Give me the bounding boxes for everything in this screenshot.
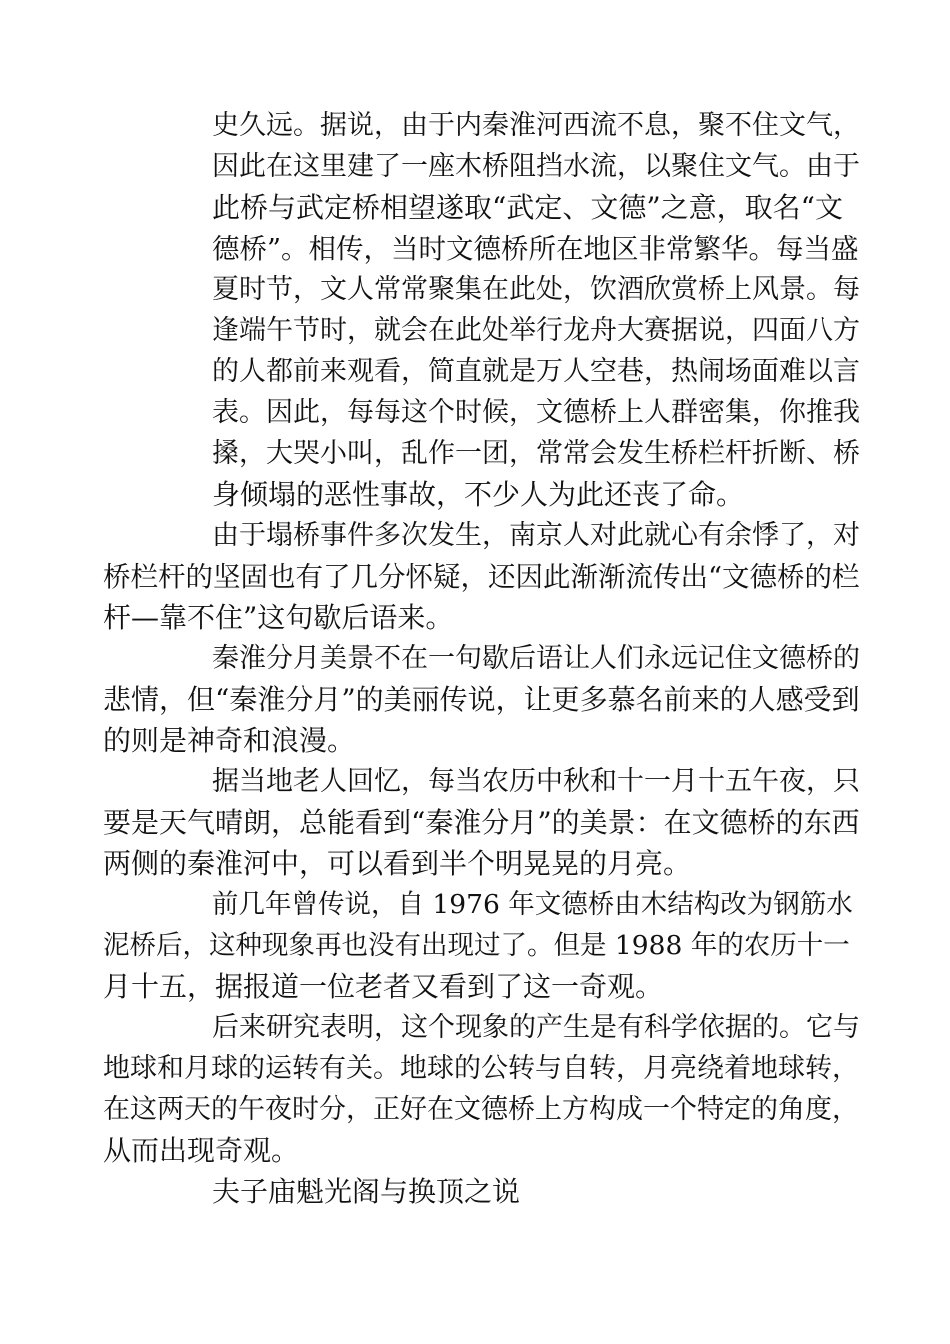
section-heading: 夫子庙魁光阁与换顶之说 [212, 1175, 521, 1208]
text-line: 因此在这里建了一座木桥阻挡水流，以聚住文气。由于 [212, 151, 860, 182]
text-line: 逢端午节时，就会在此处举行龙舟大赛据说，四面八方 [212, 315, 860, 346]
text-line: 的人都前来观看，简直就是万人空巷，热闹场面难以言 [212, 356, 860, 387]
paragraph-first-line: 后来研究表明，这个现象的产生是有科学依据的。它与 [212, 1012, 860, 1043]
text-line: 身倾塌的恶性事故，不少人为此还丧了命。 [212, 478, 745, 511]
text-line: 两侧的秦淮河中，可以看到半个明晃晃的月亮。 [103, 847, 692, 880]
text-line: 夏时节，文人常常聚集在此处，饮酒欣赏桥上风景。每 [212, 274, 860, 305]
text-line: 地球和月球的运转有关。地球的公转与自转，月亮绕着地球转， [103, 1053, 859, 1084]
text-line: 要是天气晴朗，总能看到“秦淮分月”的美景：在文德桥的东西 [103, 806, 860, 839]
paragraph-first-line: 秦淮分月美景不在一句歇后语让人们永远记住文德桥的 [212, 643, 860, 674]
text-line: 从而出现奇观。 [103, 1134, 300, 1167]
text-line: 月十五，据报道一位老者又看到了这一奇观。 [103, 970, 664, 1003]
text-line: 杆—靠不住”这句歇后语来。 [103, 601, 454, 634]
text-line: 泥桥后，这种现象再也没有出现过了。但是 1988 年的农历十一 [103, 930, 850, 961]
text-line: 在这两天的午夜时分，正好在文德桥上方构成一个特定的角度， [103, 1094, 859, 1125]
paragraph-first-line: 由于塌桥事件多次发生，南京人对此就心有余悸了，对 [212, 520, 860, 551]
text-line: 悲情，但“秦淮分月”的美丽传说，让更多慕名前来的人感受到 [103, 683, 860, 716]
text-line: 搡，大哭小叫，乱作一团，常常会发生桥栏杆折断、桥 [212, 438, 860, 469]
text-line: 桥栏杆的坚固也有了几分怀疑，还因此渐渐流传出“文德桥的栏 [103, 561, 860, 593]
text-line: 表。因此，每每这个时候，文德桥上人群密集，你推我 [212, 397, 860, 428]
text-line: 的则是神奇和浪漫。 [103, 724, 356, 757]
text-line: 史久远。据说，由于内秦淮河西流不息，聚不住文气， [212, 110, 860, 141]
paragraph-first-line: 前几年曾传说，自 1976 年文德桥由木结构改为钢筋水 [212, 889, 853, 920]
text-line: 德桥”。相传，当时文德桥所在地区非常繁华。每当盛 [212, 233, 859, 265]
paragraph-first-line: 据当地老人回忆，每当农历中秋和十一月十五午夜，只 [212, 766, 860, 797]
text-line: 此桥与武定桥相望遂取“武定、文德”之意，取名“文 [212, 191, 843, 224]
